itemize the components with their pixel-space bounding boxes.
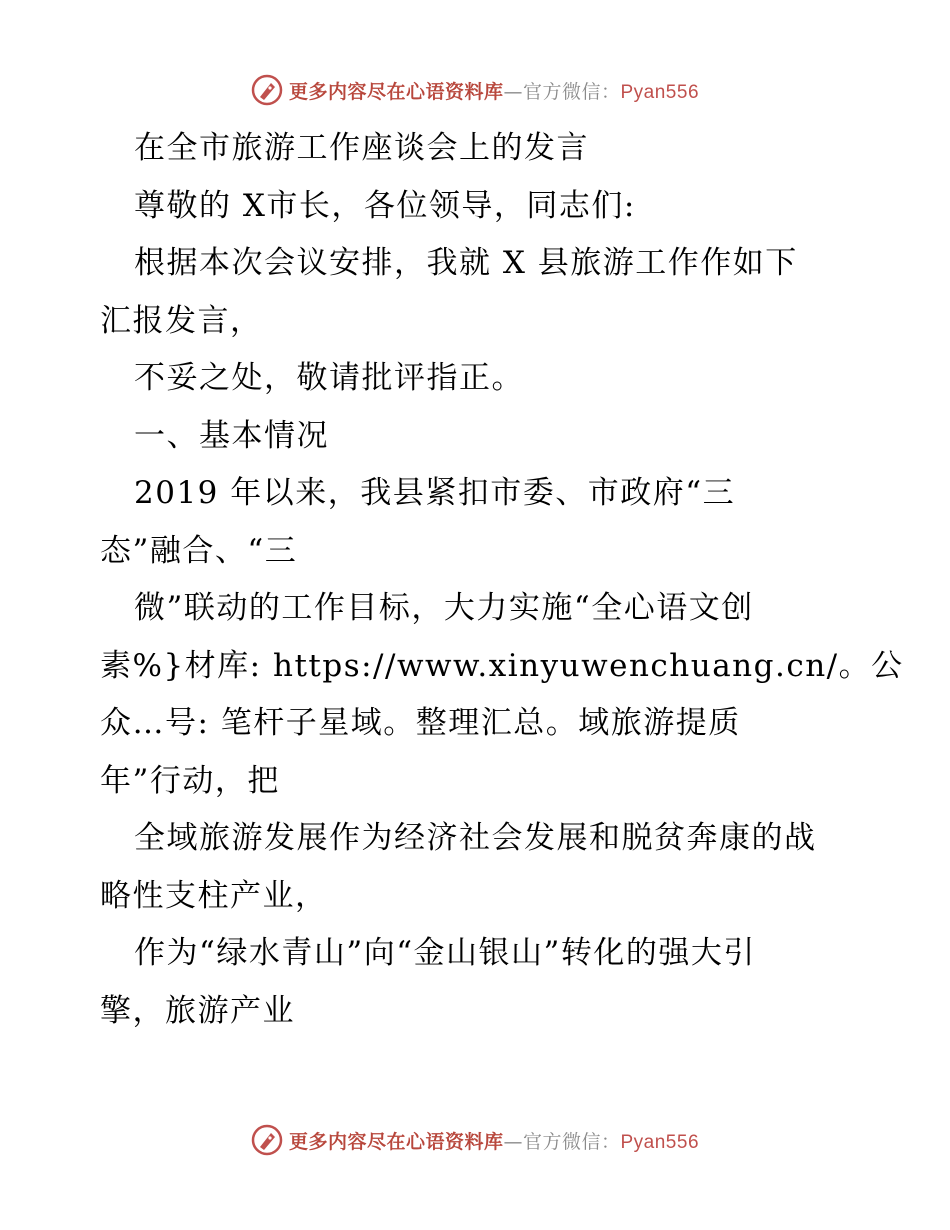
paragraph-line: 素%}材库: https://www.xinyuwenchuang.cn/。公 xyxy=(100,647,904,684)
banner-label: 官方微信： xyxy=(522,80,621,103)
paragraph-line: 态”融合、“三 xyxy=(100,532,298,569)
banner-wechat-id: Pyan556 xyxy=(620,81,700,103)
footer-watermark xyxy=(0,1120,950,1160)
paragraph-line: 众…号: 笔杆子星域。整理汇总。域旅游提质 xyxy=(100,705,741,741)
paragraph-line: 略性支柱产业， xyxy=(100,877,328,914)
banner-label: 官方微信： xyxy=(522,1130,621,1153)
paragraph-line: 汇报发言， xyxy=(100,302,263,339)
banner-dash: — xyxy=(503,1130,523,1153)
banner-wechat-id: Pyan556 xyxy=(620,1131,700,1153)
banner-dash: — xyxy=(503,80,523,103)
paragraph-line: 作为“绿水青山”向“金山银山”转化的强大引 xyxy=(134,935,756,971)
document-body xyxy=(100,120,904,1040)
paragraph-line: 全域旅游发展作为经济社会发展和脱贫奔康的战 xyxy=(134,820,817,856)
section-heading: 一、基本情况 xyxy=(134,417,329,454)
paragraph-line: 微”联动的工作目标，大力实施“全心语文创 xyxy=(134,590,754,626)
header-watermark xyxy=(0,70,950,110)
banner-main-text: 更多内容尽在心语资料库 xyxy=(288,1130,504,1153)
paragraph-line: 根据本次会议安排，我就 X 县旅游工作作如下 xyxy=(134,245,798,281)
paragraph-line: 2019 年以来，我县紧扣市委、市政府“三 xyxy=(134,475,736,511)
pen-nib-logo-icon xyxy=(251,74,283,106)
document-title: 在全市旅游工作座谈会上的发言 xyxy=(134,130,589,166)
paragraph-line: 不妥之处，敬请批评指正。 xyxy=(134,360,524,396)
salutation: 尊敬的 X市长，各位领导，同志们: xyxy=(134,187,636,224)
banner-main-text: 更多内容尽在心语资料库 xyxy=(288,80,504,103)
pen-nib-logo-icon xyxy=(251,1124,283,1156)
paragraph-line: 年”行动，把 xyxy=(100,762,280,799)
paragraph-line: 擎，旅游产业 xyxy=(100,992,295,1029)
